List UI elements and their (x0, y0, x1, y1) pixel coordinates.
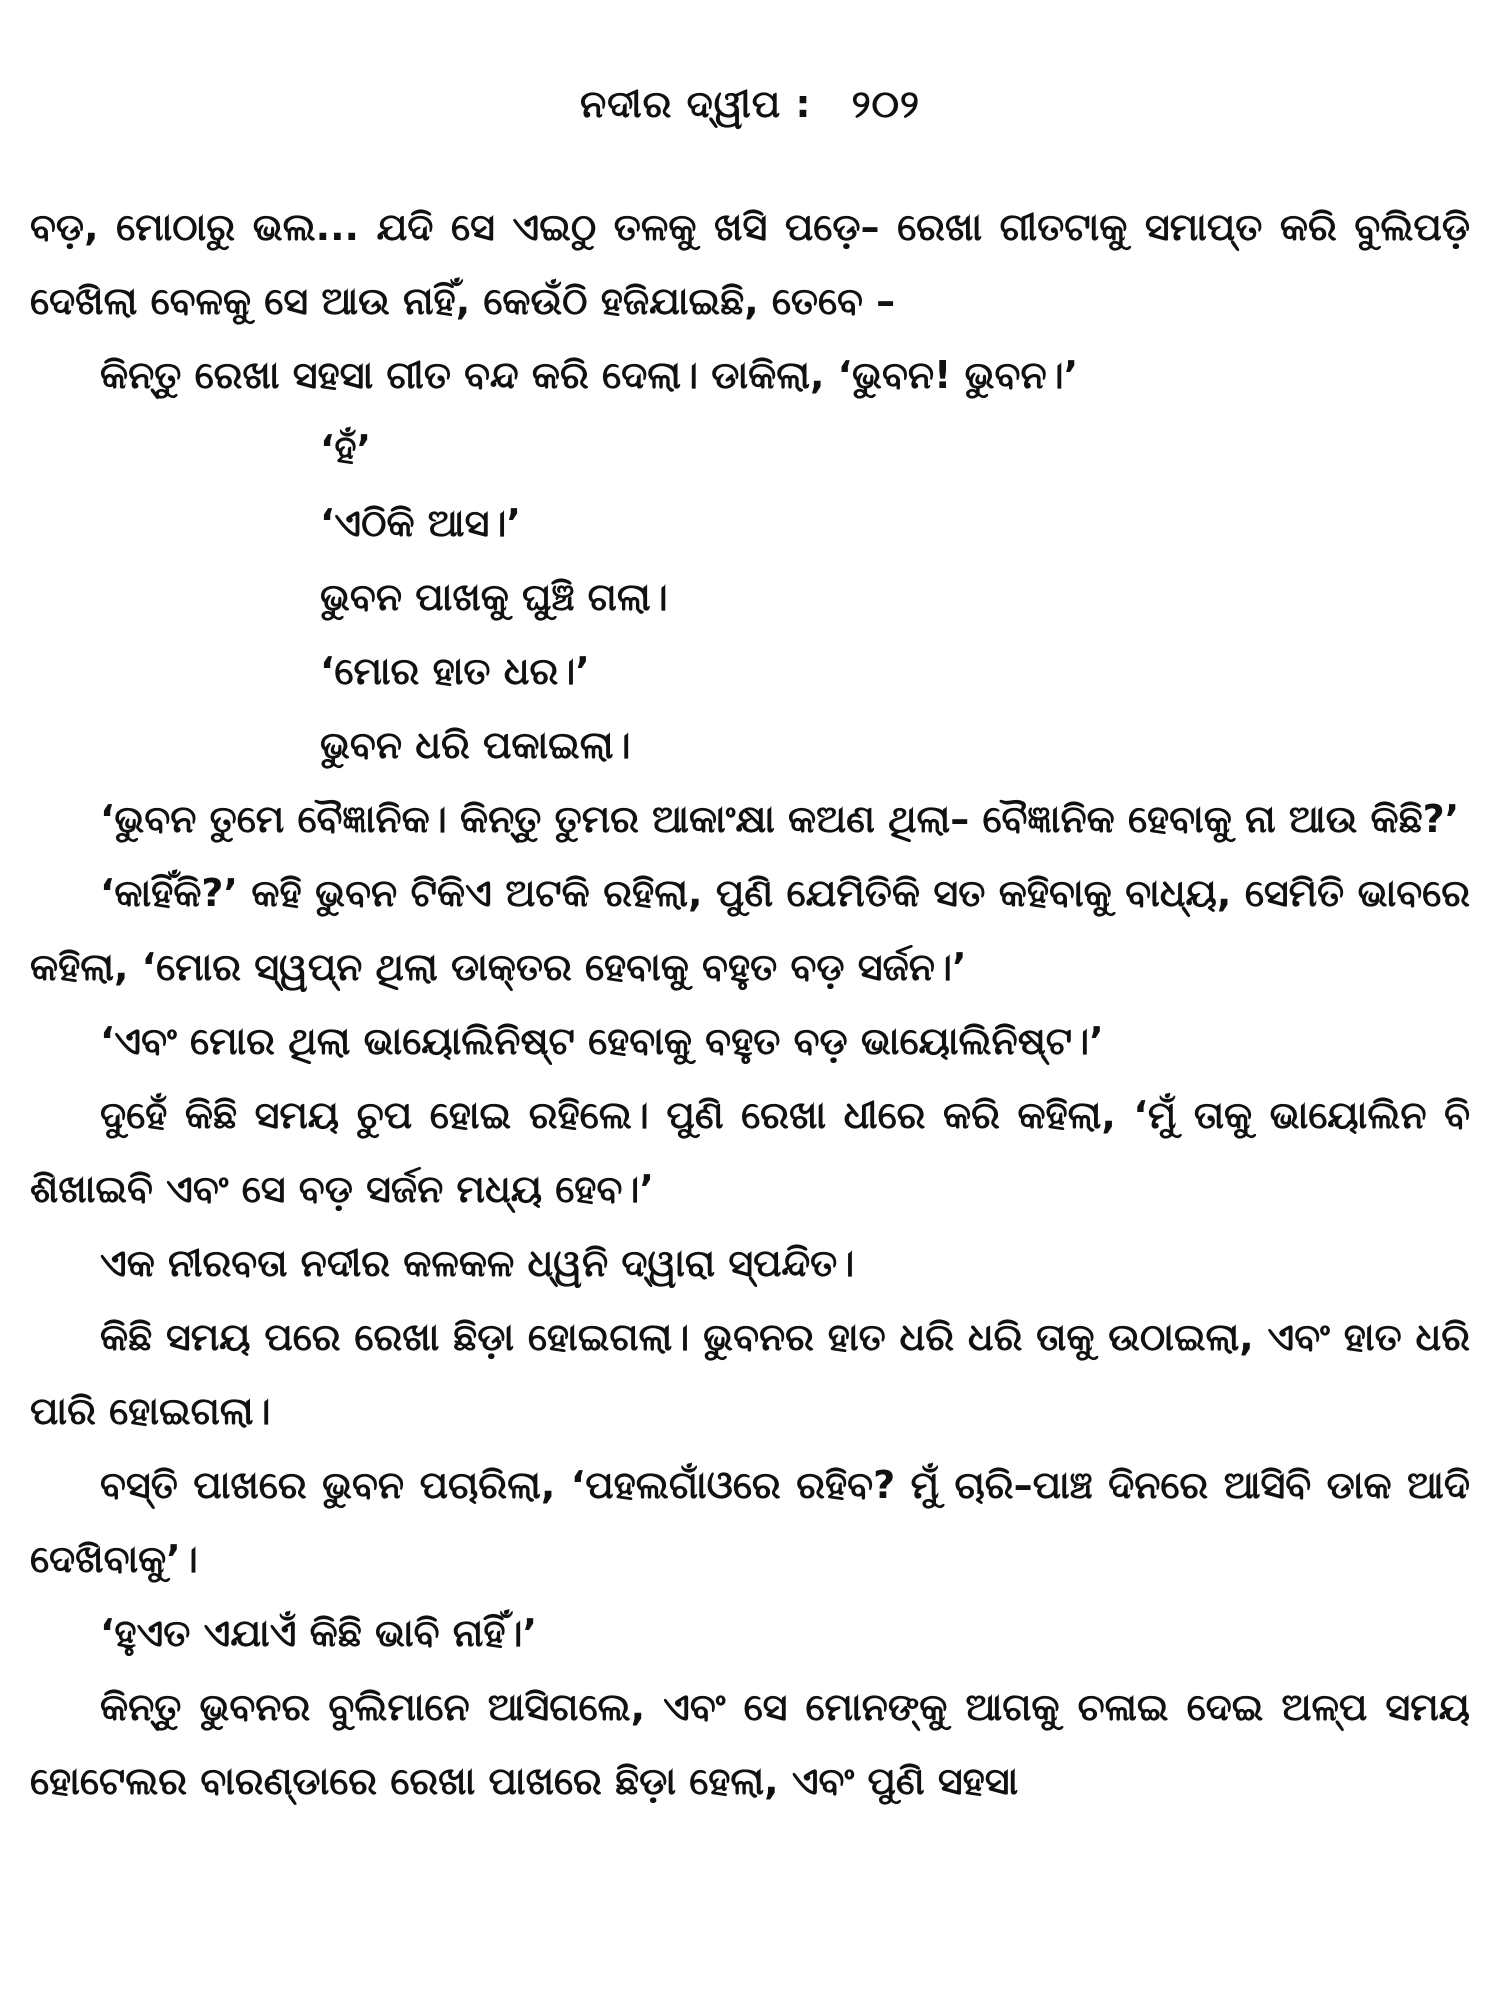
running-header (0, 82, 1500, 127)
paragraph: ବଡ଼, ମୋଠାରୁ ଭଲ... ଯଦି ସେ ଏଇଠୁ ତଳକୁ ଖସି ପଡ଼େ– ରେଖା ଗୀତଟାକୁ ସମାପ୍ତ କରି ବୁଲିପଡ଼ି ଦେଖିଲା ବେଳକୁ ସେ ଆଉ ନାହିଁ, କେଉଁଠି ହଜିଯାଇଛି, ତେବେ – (30, 205, 1470, 323)
paragraph: ବସ୍ତି ପାଖରେ ଭୁବନ ପଚାରିଲା, ‘ପହଲଗାଁଓରେ ରହିବ? ମୁଁ ଚାରି–ପାଞ୍ଚ ଦିନରେ ଆସିବି ଡାକ ଆଦି ଦେଖିବାକୁ’। (30, 1463, 1470, 1581)
dialogue-line: ‘ହଁ’ (320, 427, 372, 471)
paragraph: କିନ୍ତୁ ରେଖା ସହସା ଗୀତ ବନ୍ଦ କରି ଦେଲା। ଡାକିଲା, ‘ଭୁବନ! ଭୁବନ।’ (100, 353, 1079, 397)
dialogue-line: ଭୁବନ ଧରି ପକାଇଲା। (320, 723, 631, 767)
paragraph: ‘ହୁଏତ ଏଯାଏଁ କିଛି ଭାବି ନାହିଁ।’ (100, 1611, 538, 1655)
dialogue-line: ‘ମୋର ହାତ ଧର।’ (320, 649, 590, 693)
paragraph: ଦୁହେଁ କିଛି ସମୟ ଚୁପ ହୋଇ ରହିଲେ। ପୁଣି ରେଖା ଧୀରେ କରି କହିଲା, ‘ମୁଁ ତାକୁ ଭାୟୋଲିନ ବି ଶିଖାଇବି ଏବଂ ସେ ବଡ଼ ସର୍ଜନ ମଧ୍ୟ ହେବ।’ (30, 1093, 1470, 1211)
body-text (30, 190, 1470, 1818)
paragraph: ‘ଭୁବନ ତୁମେ ବୈଜ୍ଞାନିକ। କିନ୍ତୁ ତୁମର ଆକାଂକ୍ଷା କଅଣ ଥିଲା– ବୈଜ୍ଞାନିକ ହେବାକୁ ନା ଆଉ କିଛି?’ (100, 797, 1460, 841)
paragraph: ଏକ ନୀରବତା ନଦୀର କଳକଳ ଧ୍ୱନି ଦ୍ୱାରା ସ୍ପନ୍ଦିତ। (100, 1241, 855, 1285)
dialogue-line: ‘ଏଠିକି ଆସ।’ (320, 501, 521, 545)
paragraph: କିନ୍ତୁ ଭୁବନର ବୁଲିମାନେ ଆସିଗଲେ, ଏବଂ ସେ ମୋନଙ୍କୁ ଆଗକୁ ଚଳାଇ ଦେଇ ଅଳ୍ପ ସମୟ ହୋଟେଲର ବାରଣ୍ଡାରେ ରେଖା ପାଖରେ ଛିଡ଼ା ହେଲା, ଏବଂ ପୁଣି ସହସା (30, 1685, 1470, 1803)
page-number: ୨୦୨ (851, 82, 920, 126)
chapter-title: ନଦୀର ଦ୍ୱୀପ : (580, 82, 812, 126)
paragraph: କିଛି ସମୟ ପରେ ରେଖା ଛିଡ଼ା ହୋଇଗଲା। ଭୁବନର ହାତ ଧରି ଧରି ତାକୁ ଉଠାଇଲା, ଏବଂ ହାତ ଧରି ପାରି ହୋଇଗଲା। (30, 1315, 1470, 1433)
paragraph: ‘କାହିଁକି?’ କହି ଭୁବନ ଟିକିଏ ଅଟକି ରହିଲା, ପୁଣି ଯେମିତିକି ସତ କହିବାକୁ ବାଧ୍ୟ, ସେମିତି ଭାବରେ କହିଲା, ‘ମୋର ସ୍ୱପ୍ନ ଥିଲା ଡାକ୍ତର ହେବାକୁ ବହୁତ ବଡ଼ ସର୍ଜନ।’ (30, 871, 1470, 989)
paragraph: ‘ଏବଂ ମୋର ଥିଲା ଭାୟୋଲିନିଷ୍ଟ ହେବାକୁ ବହୁତ ବଡ଼ ଭାୟୋଲିନିଷ୍ଟ।’ (100, 1019, 1104, 1063)
dialogue-line: ଭୁବନ ପାଖକୁ ଘୁଞ୍ଚି ଗଲା। (320, 575, 668, 619)
